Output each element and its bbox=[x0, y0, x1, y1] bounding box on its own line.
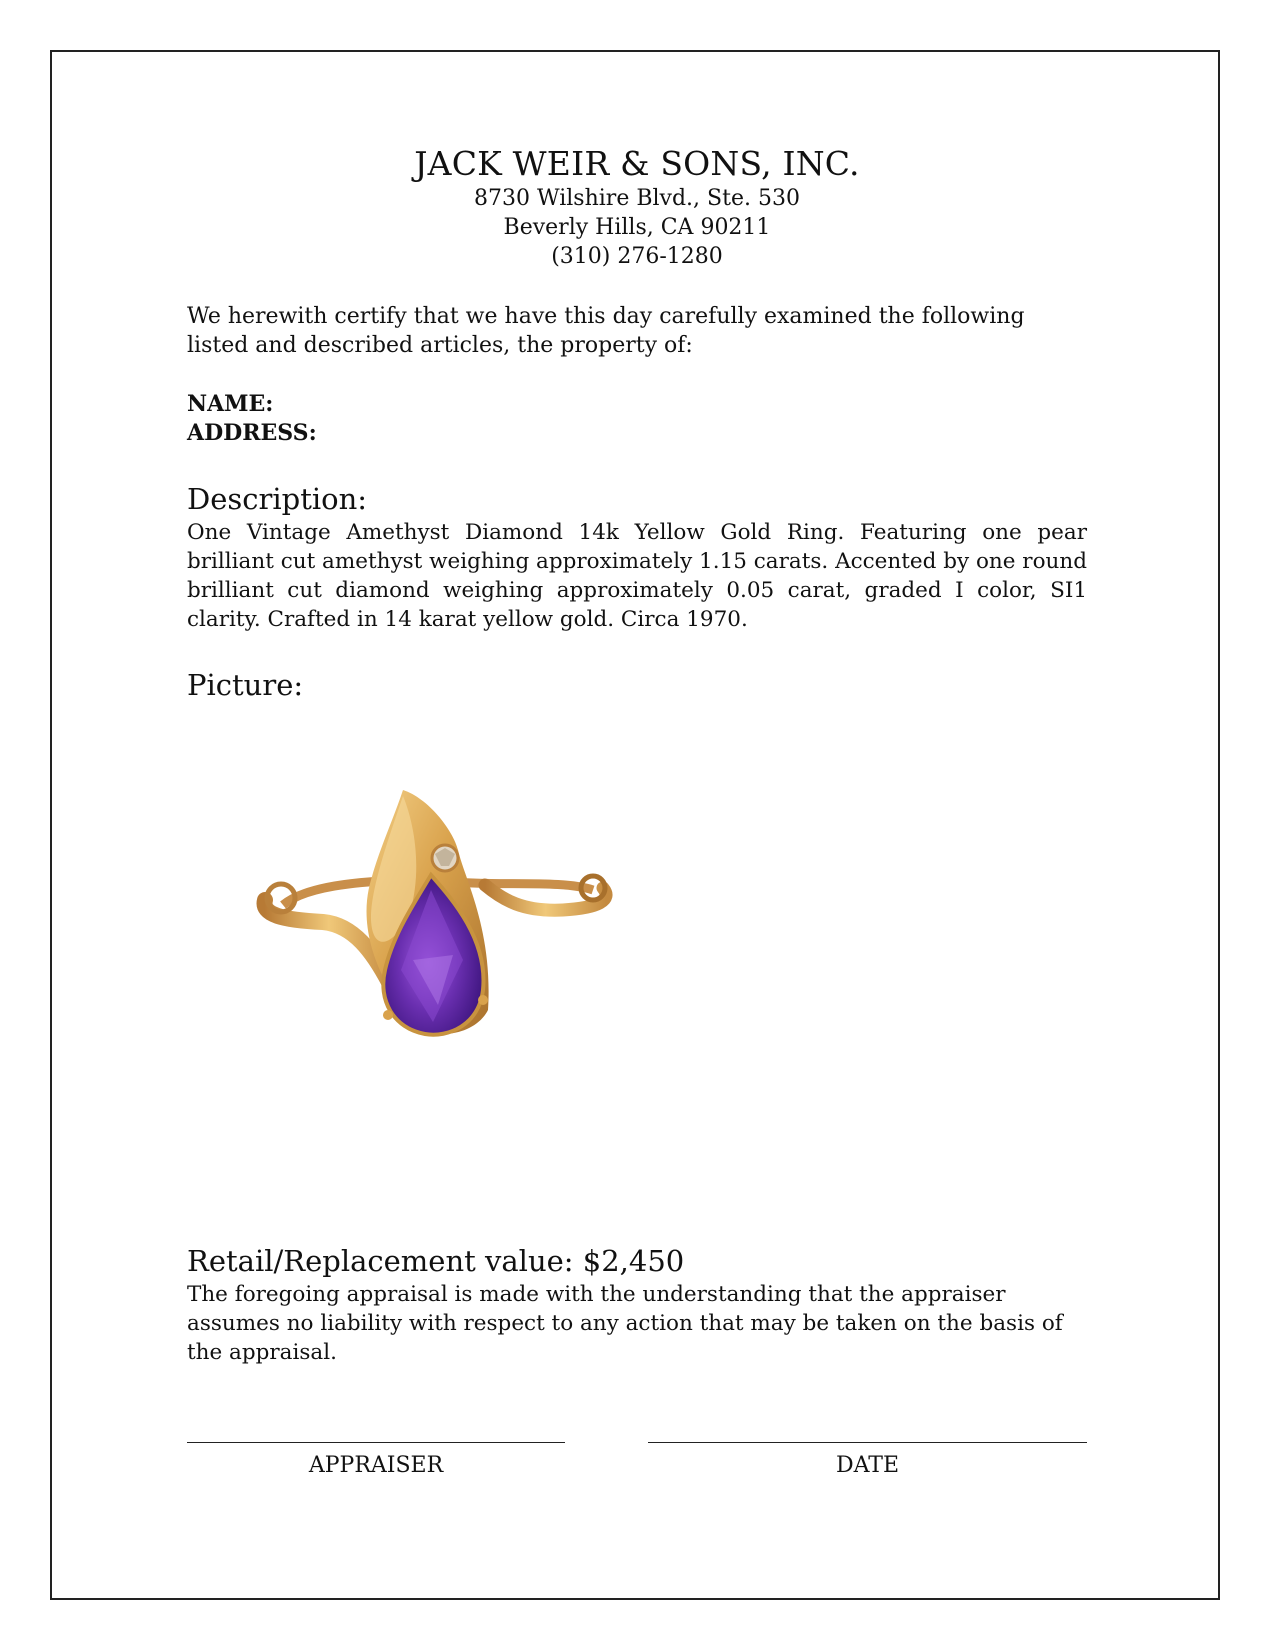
ring-photo bbox=[253, 790, 623, 1090]
certification-statement: We herewith certify that we have this day carefully examined the following listed and described articles, the property of: bbox=[187, 304, 1025, 358]
name-label: NAME: bbox=[187, 391, 274, 417]
description-body: One Vintage Amethyst Diamond 14k Yellow Gold Ring. Featuring one pear brilliant cut amethyst weighing approximately 1.15 carats. Accented by one round brilliant cut diamond weighing approximately 0.05 carat, graded I color, SI1 clarity. Crafted in 14 karat yellow gold. Circa 1970. bbox=[187, 520, 1087, 632]
description-heading: Description: bbox=[187, 482, 368, 516]
appraiser-signature-line bbox=[187, 1442, 565, 1443]
disclaimer-text: The foregoing appraisal is made with the understanding that the appraiser assumes no liability with respect to any action that may be taken on the basis of the appraisal. bbox=[187, 1282, 1063, 1365]
owner-fields bbox=[187, 390, 317, 448]
prong-right bbox=[478, 995, 488, 1005]
company-name: JACK WEIR & SONS, INC. bbox=[414, 144, 860, 183]
document-border bbox=[50, 50, 1220, 1600]
prong-left bbox=[383, 1010, 393, 1020]
company-address-line2: Beverly Hills, CA 90211 bbox=[503, 215, 771, 240]
date-signature-line bbox=[648, 1442, 1087, 1443]
appraiser-label: APPRAISER bbox=[308, 1453, 444, 1478]
address-label: ADDRESS: bbox=[187, 420, 317, 446]
company-address-line1: 8730 Wilshire Blvd., Ste. 530 bbox=[474, 186, 800, 211]
retail-value: Retail/Replacement value: $2,450 bbox=[187, 1244, 685, 1278]
company-header bbox=[187, 144, 1087, 271]
picture-heading: Picture: bbox=[187, 668, 304, 702]
date-label: DATE bbox=[835, 1453, 900, 1478]
company-phone: (310) 276-1280 bbox=[551, 244, 723, 269]
